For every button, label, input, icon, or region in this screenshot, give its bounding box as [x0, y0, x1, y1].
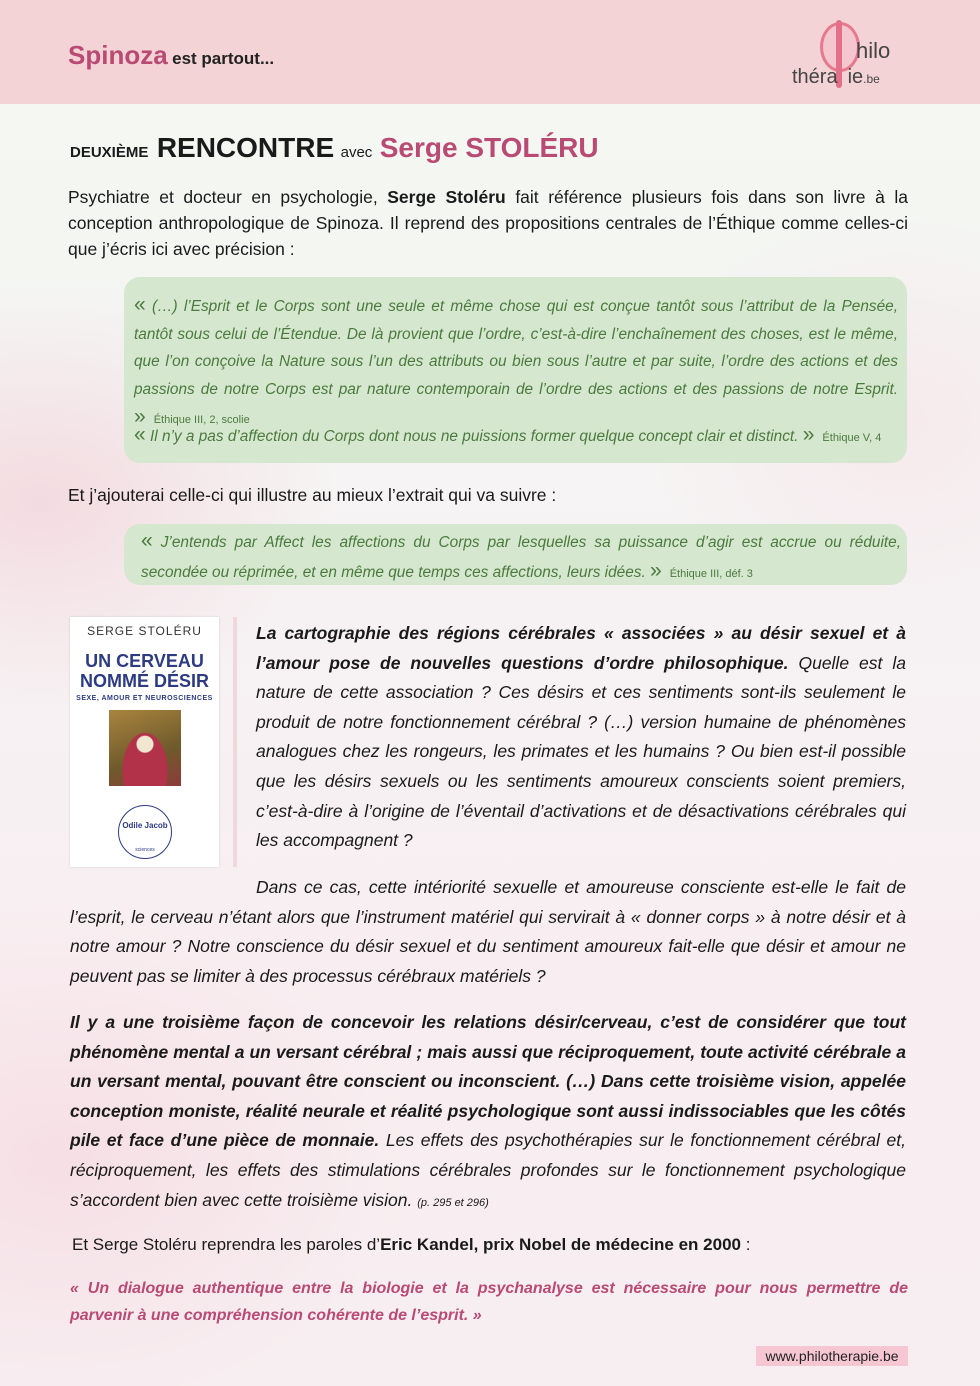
publisher-name: Odile Jacob: [122, 821, 168, 830]
ethique-quote-box: [124, 277, 907, 463]
kandel-quote: « Un dialogue authentique entre la biologie et la psychanalyse est nécessaire pour nous permettre de parvenir à une compréhension cohérente de l’esprit. »: [70, 1280, 908, 1324]
website-link[interactable]: www.philotherapie.be: [756, 1346, 908, 1366]
transition-paragraph: Et j’ajouterai celle-ci qui illustre au mieux l’extrait qui va suivre :: [68, 485, 557, 505]
book-cover-painting: [109, 710, 181, 786]
kandel-intro: Et Serge Stoléru reprendra les paroles d’Eric Kandel, prix Nobel de médecine en 2000 :: [72, 1235, 751, 1254]
heading-avec: avec: [340, 144, 373, 161]
quote-ref: Éthique III, déf. 3: [669, 567, 753, 580]
book-title: UN CERVEAU NOMMÉ DÉSIR: [79, 651, 209, 691]
heading-guest-name: Serge STOLÉRU: [379, 132, 599, 163]
heading-rencontre: RENCONTRE: [156, 132, 335, 163]
publisher-collection: sciences: [135, 847, 155, 853]
site-title: [68, 40, 274, 71]
heading-ordinal: DEUXIÈME: [70, 144, 149, 161]
book-cover: [70, 617, 219, 867]
quote-affection: « Il n’y a pas d’affection du Corps dont nous ne puissions former quelque concept clair et distinct. » Éthique V, 4: [134, 423, 882, 446]
affect-quote-box: [124, 524, 907, 585]
section-heading: [70, 132, 599, 164]
excerpt-divider: [233, 617, 237, 867]
site-title-main: Spinoza: [68, 40, 168, 70]
book-excerpt-part1: La cartographie des régions cérébrales « associées » au désir sexuel et à l’amour pose de nouvelles questions d’ordre philosophique. Quelle est la nature de cette association ? Ces désirs et ces sentiments sont-ils seulement le produit de notre fonctionnement cérébral ? (…) version humaine de phénomènes analogues chez les rongeurs, les primates et les humains ? Ou bien est-il possible que les désirs sexuels ou les sentiments amoureux conscients soient premiers, c’est-à-dire à l’origine de l’éventail d’activations et de désactivations cérébrales qui les accompagnent ?: [256, 623, 906, 851]
quote-affect-definition: « J’entends par Affect les affections du Corps par lesquelles sa puissance d’agir est accrue ou réduite, secondée ou réprimée, et en même que temps ces affections, leurs idées. » Éthique III, déf. 3: [141, 529, 901, 582]
book-excerpt-part3: Il y a une troisième façon de concevoir les relations désir/cerveau, c’est de considérer que tout phénomène mental a un versant cérébral ; mais aussi que réciproquement, toute activité cérébrale a un versant mental, pouvant être conscient ou inconscient. (…) Dans cette troisième vision, appelée conception moniste, réalité neurale et réalité psychologique sont aussi indissociables que les côtés pile et face d’une pièce de monnaie. Les effets des psychothérapies sur le fonctionnement cérébral et, réciproquement, les effets des stimulations cérébrales profondes sur le fonctionnement psychologique s’accordent bien avec cette troisième vision. (p. 295 et 296): [70, 1012, 906, 1210]
logo-text-hilo: hilo: [856, 38, 891, 63]
quote-ref: Éthique V, 4: [822, 432, 882, 444]
intro-author-name: Serge Stoléru: [387, 187, 506, 207]
intro-paragraph: Psychiatre et docteur en psychologie, Serge Stoléru fait référence plusieurs fois dans son livre à la conception anthropologique de Spinoza. Il reprend des propositions centrales de l’Éthique comme celles-ci que j’écris ici avec précision :: [68, 187, 908, 259]
book-excerpt-part2: Dans ce cas, cette intériorité sexuelle et amoureuse consciente est-elle le fait de l’esprit, le cerveau n’étant alors que l’instrument matériel qui servirait à « donner corps » à notre désir et à notre amour ? Notre conscience du désir sexuel et du sentiment amoureux fait-elle que désir et amour ne peuvent pas se limiter à des processus cérébraux matériels ?: [70, 877, 906, 986]
quote-ref: Éthique III, 2, scolie: [153, 414, 250, 426]
page-header: [0, 0, 980, 104]
page-reference: (p. 295 et 296): [417, 1196, 489, 1209]
logo-text-therapie: théra ie.be: [792, 66, 880, 88]
philotherapie-logo[interactable]: [792, 22, 912, 88]
book-author: SERGE STOLÉRU: [87, 624, 202, 638]
book-subtitle: SEXE, AMOUR ET NEUROSCIENCES: [76, 695, 213, 702]
quote-esprit-corps: « (…) l’Esprit et le Corps sont une seule et même chose qui est conçue tantôt sous l’attribut de la Pensée, tantôt sous celui de l’Étendue. De là provient que l’ordre, c’est-à-dire l’enchaînement des choses, est le même, que l’on conçoive la Nature sous l’un des attributs ou bien sous l’autre et par suite, l’ordre des actions et des passions de notre Corps est par nature contemporain de l’ordre des actions et des passions de notre Esprit. » Éthique III, 2, scolie: [134, 293, 898, 428]
site-title-sub: est partout...: [172, 49, 275, 68]
